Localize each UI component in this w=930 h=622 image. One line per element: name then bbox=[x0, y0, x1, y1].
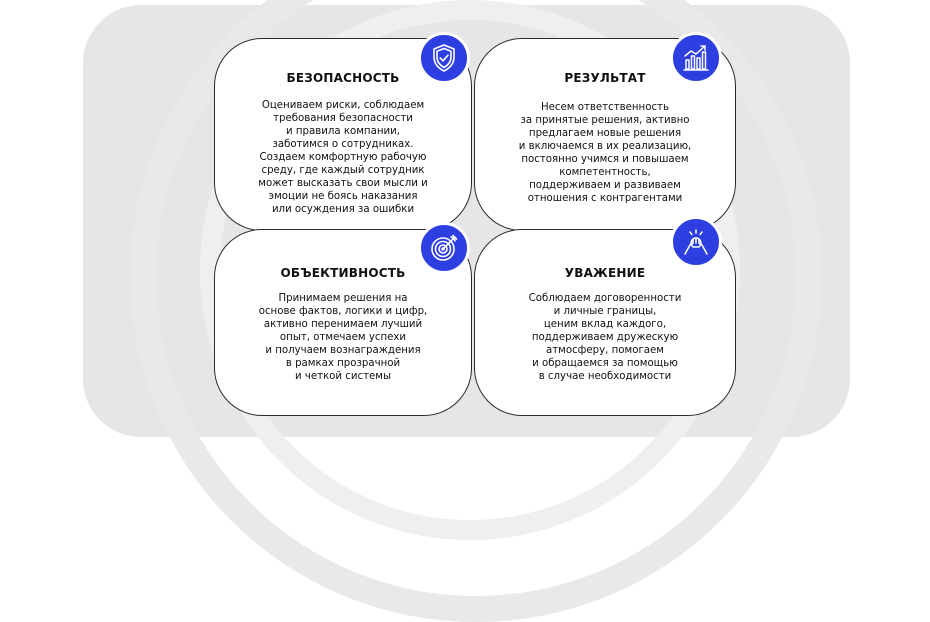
card-title: БЕЗОПАСНОСТЬ bbox=[286, 71, 400, 85]
card-title: ОБЪЕКТИВНОСТЬ bbox=[280, 266, 406, 280]
card-text: Несем ответственность за принятые решения, активно предлагаем новые решения и включаемся в их реализацию, постоянно учимся и повышаем компетентность, поддерживаем и развиваем отношения с контрагентами bbox=[518, 102, 692, 204]
card-text: Оцениваем риски, соблюдаем требования безопасности и правила компании, заботимся о сотрудниках. Создаем комфортную рабочую среду, где каждый сотрудник может высказать свои мысли и эмоции не боясь наказания или осуждения за ошибки bbox=[258, 100, 428, 215]
card-text: Принимаем решения на основе фактов, логики и цифр, активно перенимаем лучший опыт, отмечаем успехи и получаем вознаграждения в рамках прозрачной и четкой системы bbox=[258, 293, 428, 382]
card-title: РЕЗУЛЬТАТ bbox=[564, 71, 646, 85]
shield-check-icon bbox=[418, 32, 470, 84]
target-icon bbox=[418, 222, 470, 274]
card-text: Соблюдаем договоренности и личные границы, ценим вклад каждого, поддерживаем дружескую атмосферу, помогаем и обращаемся за помощью в случае необходимости bbox=[528, 293, 682, 382]
handshake-icon bbox=[670, 216, 722, 268]
growth-chart-icon bbox=[670, 32, 722, 84]
card-title: УВАЖЕНИЕ bbox=[564, 266, 646, 280]
